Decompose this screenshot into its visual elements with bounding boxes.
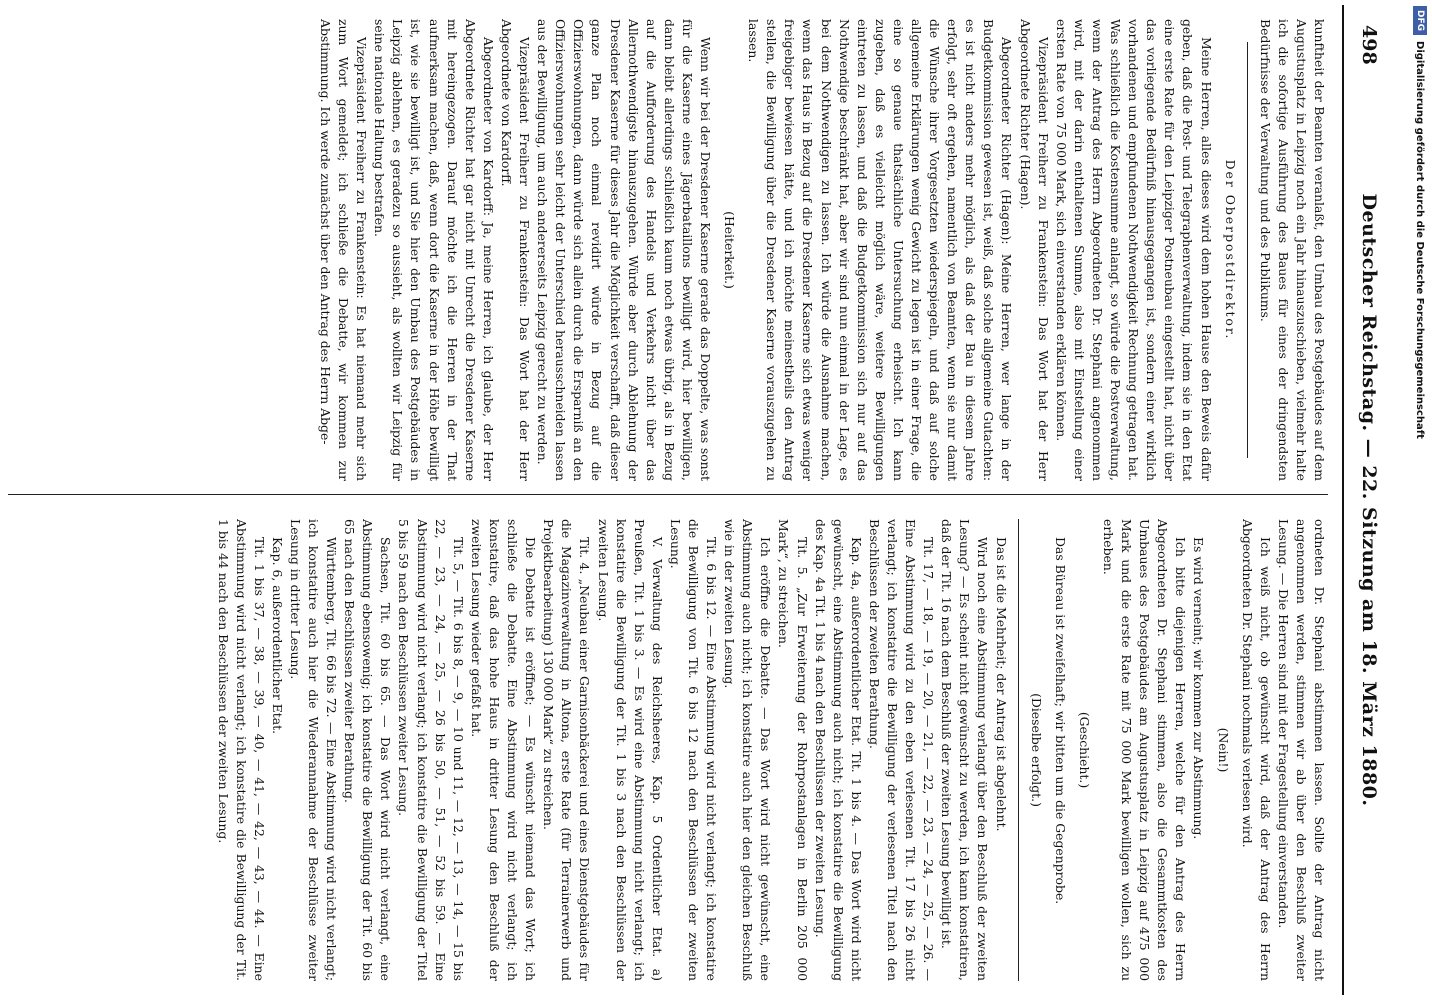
paragraph: Tit. 6 bis 12. — Eine Abstimmung wird nicht verlangt; ich konstatire die Bewilligung von Tit. 6 bis 12 nach den Beschlüssen der zweiten Lesung.: [667, 519, 720, 981]
paragraph: Tit. 4. „Neubau einer Garnisonbäckerei und eines Dienstgebäudes für die Magazinverwaltung in Altona, erste Rate (für Terrainerwerb und Projektbearbeitung) 130 000 Mark“ zu streichen.: [541, 519, 593, 981]
dfg-notice: [1408, 6, 1430, 996]
paragraph: V. Verwaltung des Reichsheeres, Kap. 5 Ordentlicher Etat. a) Preußen, Tit. 1 bis 3. — Es wird eine Abstimmung nicht verlangt; ich konstatire die Bewilligung der Tit. 1 bis 3 nach den Beschlüssen der zweiten Lesung.: [595, 519, 665, 981]
two-column-body: [8, 19, 1328, 981]
paragraph: Ich bitte diejenigen Herren, welche für den Antrag des Herrn Abgeordneten Dr. Stephani stimmen, also die Gesammtkosten des Umbaues des Postgebäudes am Augustusplatz in Leipzig auf 475 000 Mark und die erste Rate mit 75 000 Mark bewilligen wollen, sich zu erheben.: [1100, 519, 1189, 981]
divider: [1247, 42, 1248, 458]
dfg-logo-icon: DFG: [1413, 6, 1427, 35]
paragraph: Es wird verneint; wir kommen zur Abstimmung.: [1191, 537, 1207, 840]
section-heading: Der Oberpostdirektor.: [1222, 159, 1238, 341]
running-title: Deutscher Reichstag. — 22. Sitzung am 18. März 1880.: [1358, 193, 1380, 807]
interjection: (Nein!): [1215, 727, 1231, 773]
divider: [1018, 519, 1019, 981]
dfg-sidebar: [1408, 6, 1430, 996]
interjection: (Dieselbe erfolgt.): [1028, 693, 1044, 807]
paragraph: Vizepräsident Freiherr zu Frankenstein: Das Wort hat der Herr Abgeordnete von Kardorff.: [498, 19, 533, 481]
paragraph: Sachsen, Tit. 60 bis 65. — Das Wort wird nicht verlangt, eine Abstimmung ebensowenig; ich konstatire die Bewilligung der Tit. 60 bis 65 nach den Beschlüssen zweiter Berathung.: [342, 519, 394, 981]
paragraph: Württemberg, Tit. 66 bis 72. — Eine Abstimmung wird nicht verlangt; ich konstatire auch hier die Wiederannahme der Beschlüsse zweiter Lesung in dritter Lesung.: [287, 519, 340, 981]
paragraph: Abgeordneter von Kardorff: Ja, meine Herren, ich glaube, der Herr Abgeordnete Richter hat gar nicht mit Unrecht die Dresdener Kaserne mit hereingezogen. Darauf möchte ich die Herren in der That aufmerksam machen, daß, wenn dort die Kaserne in der Höhe bewilligt ist, wie sie bewilligt ist, und Sie hier den Umbau des Postgebäudes in Leipzig ablehnen, es geradezu so aussieht, als wollten wir Leipzig für seine nationale Haltung bestrafen.: [372, 19, 496, 481]
left-column: [8, 19, 1328, 481]
paragraph: Ich eröffne die Debatte. — Das Wort wird nicht gewünscht, eine Abstimmung auch nicht; ich konstatire auch hier den gleichen Beschluß wie in der zweiten Lesung.: [722, 519, 774, 981]
paragraph: Tit. 17, — 18, — 19, — 20, — 21, — 22, — 23, — 24, — 25, — 26. — Eine Abstimmung wird zu den eben verlesenen Tit. 17 bis 26 nicht verlangt; ich konstatire die Bewilligung der verlesenen Titel nach den Beschlüssen der zweiten Berathung.: [866, 519, 937, 981]
paragraph: Abgeordneter Richter (Hagen): Meine Herren, wer lange in der Budgetkommission gewesen ist, weiß, daß solche allgemeine Gutachten: es ist nicht anders mehr möglich, als daß der Bau in diesem Jahre erfolgt, sehr oft ergehen, namentlich von Beamten, wenn sie nur damit die Wünsche ihrer Vorgesetzten wiederspiegeln, und daß auf solche allgemeine Erklärungen wenig Gewicht zu legen ist in einer Frage, die eine so genaue thatsächliche Untersuchung erheischt. Ich kann zugeben, daß es vielleicht möglich wäre, weitere Bewilligungen eintreten zu lassen, und daß die Budgetkommission sich nur auf das Nothwendige beschränkt hat, aber wir sind nun einmal in der Lage, es bei dem Nothwendigen zu lassen. Ich würde die Ausnahme machen, wenn das Haus in Bezug auf die Dresdener Kaserne sich etwas weniger freigebiger bewiesen hätte, und ich möchte meinestheils den Antrag stellen, die Bewilligung über die Dresdener Kaserne vorauszugehen zu lassen.: [746, 19, 1015, 481]
paragraph: Vizepräsident Freiherr zu Frankenstein: Das Wort hat der Herr Abgeordnete Richter (Hagen).: [1017, 19, 1051, 481]
page-header: [1342, 5, 1388, 995]
paragraph: kunftheit der Beamten veranlaßt, den Umbau des Postgebäudes auf dem Augustusplatz in Leipzig noch ein Jahr hinauszuschieben, vielmehr halte ich die sofortige Ausführung des Baues für eines der dringendsten Bedürfnisse der Verwaltung und des Publikums.: [1257, 19, 1327, 481]
interjection: (Heiterkeit.): [722, 211, 738, 289]
dfg-notice-text: Digitalisierung gefördert durch die Deutsche Forschungsgemeinschaft: [1414, 41, 1425, 439]
paragraph: Tit. 1 bis 37, — 38, — 39, — 40, — 41, — 42, — 43, — 44. — Eine Abstimmung wird nicht verlangt; ich konstatire die Bewilligung der Tit. 1 bis 44 nach den Beschlüssen der zweiten Lesung.: [215, 519, 267, 981]
paragraph: Tit. 5, — Tit. 6 bis 8, — 9, — 10 und 11, — 12, — 13, — 14, — 15 bis 22, — 23, — 24, — 25, — 26 bis 50, — 51, — 52 bis 59. — Eine Abstimmung wird nicht verlangt; ich konstatire die Bewilligung der Titel 5 bis 59 nach den Beschlüssen zweiter Lesung.: [396, 519, 466, 981]
paragraph: Meine Herren, alles dieses wird dem hohen Hause den Beweis dafür geben, daß die Post- und Telegraphenverwaltung, indem sie in den Etat eine erste Rate für den Leipziger Postneubau eingestellt hat, nicht über das vorliegende Bedürfniß hinausgegangen ist, sondern einer wirklich vorhandenen und empfundenen Nothwendigkeit Rechnung getragen hat. Was schließlich die Kostensumme anlangt, so würde die Postverwaltung, wenn der Antrag des Herrn Abgeordneten Dr. Stephani angenommen wird, mit der darin enthaltenen Summe, also mit Einstellung einer ersten Rate von 75 000 Mark, sich einverstanden erklären können.: [1053, 19, 1214, 481]
rotated-document-page: [8, 5, 1388, 995]
paragraph: Das ist die Mehrheit; der Antrag ist abgelehnt.: [993, 537, 1009, 832]
paragraph: Das Büreau ist zweifelhaft; wir bitten um die Gegenprobe.: [1052, 537, 1068, 905]
right-column: [8, 519, 1328, 981]
paragraph: Kap. 6, außerordentlicher Etat.: [269, 537, 285, 735]
paragraph: Tit. 5. „Zur Erweiterung der Rohrpostanlagen in Berlin 205 000 Mark“, zu streichen.: [776, 519, 810, 981]
paragraph: Wird noch eine Abstimmung verlangt über den Beschluß der zweiten Lesung? — Es scheint nicht gewünscht zu werden, ich kann konstatiren, daß der Tit. 16 nach dem Beschluß der zweiten Lesung bewilligt ist.: [939, 519, 991, 981]
paragraph: Vizepräsident Freiherr zu Frankenstein: Es hat niemand mehr sich zum Wort gemeldet; ich schließe die Debatte, wir kommen zur Abstimmung. Ich werde zunächst über den Antrag des Herrn Abge-: [318, 19, 370, 481]
paragraph: Wenn wir bei der Dresdener Kaserne gerade das Doppelte, was sonst für die Kaserne eines Jägerbataillons bewilligt wird, hier bewilligen, dann bleibt allerdings schließlich kaum noch etwas übrig, als in Bezug auf die Aufforderung des Handels und Verkehrs nicht über das Allernothwendigste hinauszugehen. Würde aber durch Ablehnung der Dresdener Kaserne für dieses Jahr die Möglichkeit verschafft, daß dieser ganze Plan noch einmal revidirt würde in Bezug auf die Offizierswohnungen, dann würde sich allein durch die Ersparniß an den Offizierswohnungen sehr leicht der Unterschied herausschneiden lassen aus der Bewilligung, um auch andererseits Leipzig gerecht zu werden.: [535, 19, 713, 481]
page-number: 498: [1358, 25, 1380, 65]
column-divider: [8, 494, 1328, 495]
interjection: (Geschieht.): [1076, 711, 1092, 789]
paragraph: Ich weiß nicht, ob gewünscht wird, daß der Antrag des Herrn Abgeordneten Dr. Stephani nochmals verlesen wird.: [1239, 519, 1273, 981]
paragraph: Die Debatte ist eröffnet; — Es wünscht niemand das Wort; ich schließe die Debatte. Eine Abstimmung wird nicht verlangt; ich konstatire, daß das hohe Haus in dritter Lesung den Beschluß der zweiten Lesung wieder gefaßt hat.: [468, 519, 539, 981]
paragraph: Kap. 4a, außerordentlicher Etat. Tit. 1 bis 4. — Das Wort wird nicht gewünscht, eine Abstimmung auch nicht; ich konstatire die Bewilligung des Kap. 4a Tit. 1 bis 4 nach den Beschlüssen der zweiten Lesung.: [812, 519, 864, 981]
paragraph: ordneten Dr. Stephani abstimmen lassen. Sollte der Antrag nicht angenommen werden, stimmen wir ab über den Beschluß zweiter Lesung. — Die Herren sind mit der Fragestellung einverstanden.: [1275, 519, 1327, 981]
